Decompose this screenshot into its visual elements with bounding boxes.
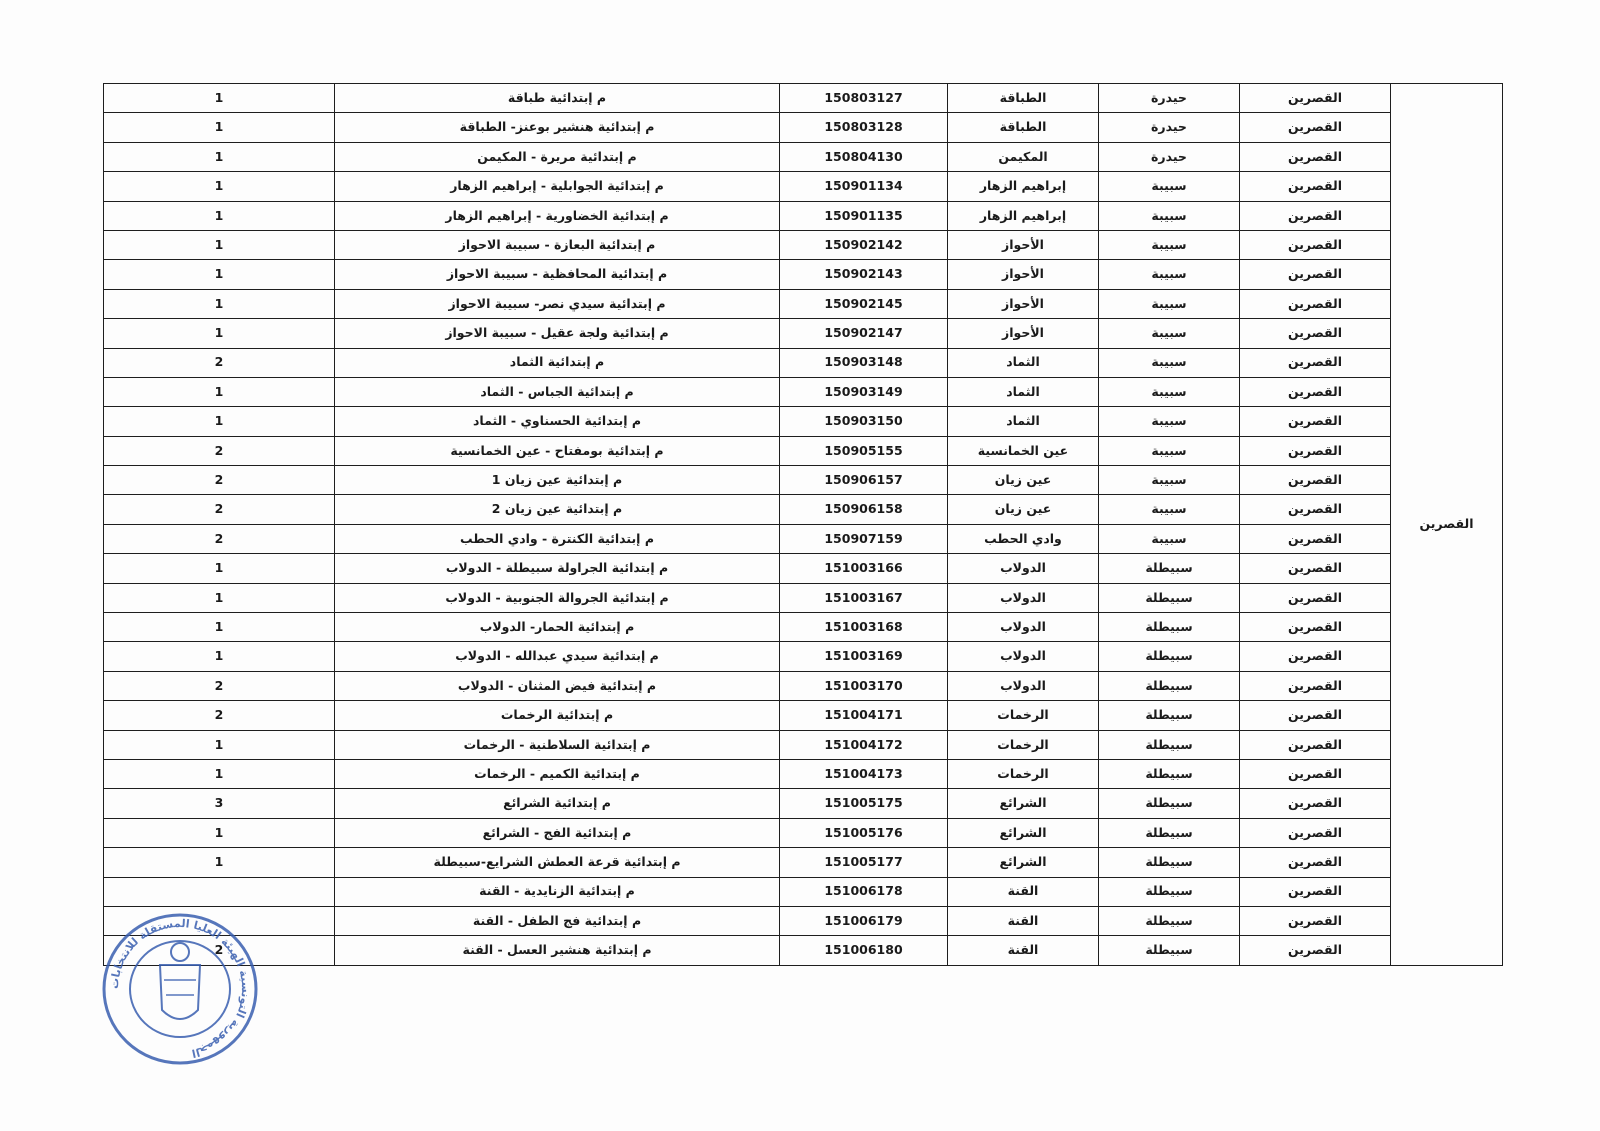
delegation-cell: سبيبة	[1099, 260, 1240, 289]
sector-cell: القنة	[948, 936, 1099, 965]
school-name-cell: م إبتدائية الفج - الشرائع	[335, 818, 780, 847]
table-row	[104, 260, 1503, 289]
delegation-cell: سبيبة	[1099, 436, 1240, 465]
station-code-cell: 151003170	[780, 671, 948, 700]
governorate-cell: القصرين	[1240, 759, 1391, 788]
count-cell: 1	[104, 172, 335, 201]
count-cell: 2	[104, 524, 335, 553]
table-row	[104, 583, 1503, 612]
governorate-cell: القصرين	[1240, 877, 1391, 906]
sector-cell: الدولاب	[948, 554, 1099, 583]
station-code-cell: 150901134	[780, 172, 948, 201]
delegation-cell: سبيبة	[1099, 172, 1240, 201]
governorate-cell: القصرين	[1240, 495, 1391, 524]
station-code-cell: 151005177	[780, 848, 948, 877]
station-code-cell: 151004172	[780, 730, 948, 759]
school-name-cell: م إبتدائية الجروالة الجنوبية - الدولاب	[335, 583, 780, 612]
count-cell: 2	[104, 701, 335, 730]
table-row	[104, 289, 1503, 318]
sector-cell: الدولاب	[948, 642, 1099, 671]
table-row	[104, 348, 1503, 377]
station-code-cell: 150906157	[780, 466, 948, 495]
sector-cell: القنة	[948, 906, 1099, 935]
station-code-cell: 151003169	[780, 642, 948, 671]
count-cell: 2	[104, 936, 335, 965]
delegation-cell: سبيبة	[1099, 524, 1240, 553]
station-code-cell: 151006178	[780, 877, 948, 906]
sector-cell: الأحواز	[948, 230, 1099, 259]
delegation-cell: سبيطلة	[1099, 789, 1240, 818]
governorate-cell: القصرين	[1240, 377, 1391, 406]
delegation-cell: سبيطلة	[1099, 730, 1240, 759]
delegation-cell: سبيبة	[1099, 201, 1240, 230]
count-cell: 1	[104, 201, 335, 230]
count-cell	[104, 877, 335, 906]
school-name-cell: م إبتدائية الزنايدية - القنة	[335, 877, 780, 906]
table-row	[104, 84, 1503, 113]
school-name-cell: م إبتدائية سيدي نصر- سبيبة الاحواز	[335, 289, 780, 318]
table-row	[104, 730, 1503, 759]
school-name-cell: م إبتدائية هنشير بوعنز- الطباقة	[335, 113, 780, 142]
delegation-cell: حيدرة	[1099, 84, 1240, 113]
school-name-cell: م إبتدائية ولجة عقيل - سبيبة الاحواز	[335, 319, 780, 348]
school-name-cell: م إبتدائية طباقة	[335, 84, 780, 113]
station-code-cell: 151005175	[780, 789, 948, 818]
count-cell: 1	[104, 289, 335, 318]
delegation-cell: سبيطلة	[1099, 642, 1240, 671]
governorate-cell: القصرين	[1240, 348, 1391, 377]
delegation-cell: حيدرة	[1099, 142, 1240, 171]
station-code-cell: 150901135	[780, 201, 948, 230]
delegation-cell: سبيبة	[1099, 348, 1240, 377]
sector-cell: الشرائع	[948, 848, 1099, 877]
count-cell: 1	[104, 319, 335, 348]
count-cell: 1	[104, 260, 335, 289]
governorate-cell: القصرين	[1240, 613, 1391, 642]
table-row	[104, 789, 1503, 818]
table-row	[104, 377, 1503, 406]
count-cell: 2	[104, 671, 335, 700]
table-row	[104, 936, 1503, 965]
table-row	[104, 701, 1503, 730]
delegation-cell: سبيطلة	[1099, 848, 1240, 877]
governorate-cell: القصرين	[1240, 289, 1391, 318]
count-cell: 1	[104, 554, 335, 583]
station-code-cell: 150804130	[780, 142, 948, 171]
governorate-cell: القصرين	[1240, 84, 1391, 113]
governorate-cell: القصرين	[1240, 730, 1391, 759]
count-cell: 1	[104, 407, 335, 436]
sector-cell: القنة	[948, 877, 1099, 906]
sector-cell: الطباقة	[948, 84, 1099, 113]
count-cell: 1	[104, 848, 335, 877]
region-cell: القصرين	[1391, 84, 1503, 966]
count-cell: 1	[104, 84, 335, 113]
sector-cell: الدولاب	[948, 583, 1099, 612]
school-name-cell: م إبتدائية بومفتاح - عين الخمانسية	[335, 436, 780, 465]
table-body	[104, 84, 1503, 966]
governorate-cell: القصرين	[1240, 701, 1391, 730]
count-cell: 1	[104, 113, 335, 142]
table-row	[104, 759, 1503, 788]
table-row	[104, 466, 1503, 495]
count-cell: 1	[104, 142, 335, 171]
delegation-cell: سبيطلة	[1099, 936, 1240, 965]
sector-cell: الأحواز	[948, 319, 1099, 348]
station-code-cell: 151004171	[780, 701, 948, 730]
station-code-cell: 150803127	[780, 84, 948, 113]
school-name-cell: م إبتدائية الرخمات	[335, 701, 780, 730]
governorate-cell: القصرين	[1240, 260, 1391, 289]
school-name-cell: م إبتدائية الحمار- الدولاب	[335, 613, 780, 642]
table-row	[104, 613, 1503, 642]
delegation-cell: سبيبة	[1099, 466, 1240, 495]
count-cell: 2	[104, 495, 335, 524]
sector-cell: إبراهيم الزهار	[948, 201, 1099, 230]
polling-stations-table	[103, 83, 1503, 966]
delegation-cell: سبيطلة	[1099, 701, 1240, 730]
count-cell: 1	[104, 759, 335, 788]
table-row	[104, 113, 1503, 142]
school-name-cell: م إبتدائية عين زيان 2	[335, 495, 780, 524]
sector-cell: الرخمات	[948, 701, 1099, 730]
school-name-cell: م إبتدائية عين زيان 1	[335, 466, 780, 495]
table-row	[104, 642, 1503, 671]
station-code-cell: 150903149	[780, 377, 948, 406]
school-name-cell: م إبتدائية هنشير العسل - القنة	[335, 936, 780, 965]
table-row	[104, 407, 1503, 436]
school-name-cell: م إبتدائية الكنترة - وادي الحطب	[335, 524, 780, 553]
count-cell: 1	[104, 642, 335, 671]
count-cell: 2	[104, 348, 335, 377]
governorate-cell: القصرين	[1240, 642, 1391, 671]
sector-cell: الثماد	[948, 377, 1099, 406]
station-code-cell: 150902143	[780, 260, 948, 289]
governorate-cell: القصرين	[1240, 436, 1391, 465]
delegation-cell: سبيطلة	[1099, 906, 1240, 935]
delegation-cell: سبيبة	[1099, 377, 1240, 406]
delegation-cell: سبيبة	[1099, 495, 1240, 524]
governorate-cell: القصرين	[1240, 407, 1391, 436]
school-name-cell: م إبتدائية قرعة العطش الشرايع-سبيطلة	[335, 848, 780, 877]
school-name-cell: م إبتدائية فيض المثنان - الدولاب	[335, 671, 780, 700]
table-row	[104, 495, 1503, 524]
station-code-cell: 151003167	[780, 583, 948, 612]
school-name-cell: م إبتدائية الجراولة سبيطلة - الدولاب	[335, 554, 780, 583]
school-name-cell: م إبتدائية سيدي عبدالله - الدولاب	[335, 642, 780, 671]
governorate-cell: القصرين	[1240, 319, 1391, 348]
station-code-cell: 150905155	[780, 436, 948, 465]
school-name-cell: م إبتدائية المحافظية - سبيبة الاحواز	[335, 260, 780, 289]
school-name-cell: م إبتدائية الشرائع	[335, 789, 780, 818]
sector-cell: الشرائع	[948, 818, 1099, 847]
delegation-cell: سبيطلة	[1099, 818, 1240, 847]
school-name-cell: م إبتدائية البعازة - سبيبة الاحواز	[335, 230, 780, 259]
official-seal-icon	[100, 910, 260, 1068]
station-code-cell: 150902147	[780, 319, 948, 348]
delegation-cell: سبيطلة	[1099, 877, 1240, 906]
delegation-cell: سبيبة	[1099, 407, 1240, 436]
table-row	[104, 436, 1503, 465]
governorate-cell: القصرين	[1240, 201, 1391, 230]
table-row	[104, 230, 1503, 259]
station-code-cell: 151003166	[780, 554, 948, 583]
school-name-cell: م إبتدائية الكميم - الرخمات	[335, 759, 780, 788]
table-row	[104, 142, 1503, 171]
count-cell: 1	[104, 613, 335, 642]
delegation-cell: سبيطلة	[1099, 583, 1240, 612]
table-row	[104, 848, 1503, 877]
count-cell: 2	[104, 436, 335, 465]
governorate-cell: القصرين	[1240, 789, 1391, 818]
school-name-cell: م إبتدائية مريرة - المكيمن	[335, 142, 780, 171]
station-code-cell: 150907159	[780, 524, 948, 553]
sector-cell: الرخمات	[948, 730, 1099, 759]
governorate-cell: القصرين	[1240, 554, 1391, 583]
governorate-cell: القصرين	[1240, 142, 1391, 171]
sector-cell: الدولاب	[948, 613, 1099, 642]
sector-cell: وادي الحطب	[948, 524, 1099, 553]
table-row	[104, 201, 1503, 230]
sector-cell: عين زيان	[948, 495, 1099, 524]
governorate-cell: القصرين	[1240, 524, 1391, 553]
count-cell: 3	[104, 789, 335, 818]
station-code-cell: 151006180	[780, 936, 948, 965]
governorate-cell: القصرين	[1240, 906, 1391, 935]
governorate-cell: القصرين	[1240, 583, 1391, 612]
table-row	[104, 877, 1503, 906]
governorate-cell: القصرين	[1240, 113, 1391, 142]
table-row	[104, 554, 1503, 583]
station-code-cell: 151005176	[780, 818, 948, 847]
sector-cell: الطباقة	[948, 113, 1099, 142]
governorate-cell: القصرين	[1240, 230, 1391, 259]
delegation-cell: سبيبة	[1099, 230, 1240, 259]
count-cell: 1	[104, 230, 335, 259]
table-row	[104, 524, 1503, 553]
table-row	[104, 319, 1503, 348]
governorate-cell: القصرين	[1240, 466, 1391, 495]
count-cell: 1	[104, 730, 335, 759]
sector-cell: الأحواز	[948, 289, 1099, 318]
sector-cell: إبراهيم الزهار	[948, 172, 1099, 201]
station-code-cell: 151004173	[780, 759, 948, 788]
station-code-cell: 150902145	[780, 289, 948, 318]
station-code-cell: 150903148	[780, 348, 948, 377]
count-cell: 2	[104, 466, 335, 495]
sector-cell: الشرائع	[948, 789, 1099, 818]
station-code-cell: 151006179	[780, 906, 948, 935]
sector-cell: الثماد	[948, 407, 1099, 436]
school-name-cell: م إبتدائية الجباس - الثماد	[335, 377, 780, 406]
count-cell: 1	[104, 818, 335, 847]
delegation-cell: سبيطلة	[1099, 613, 1240, 642]
station-code-cell: 151003168	[780, 613, 948, 642]
governorate-cell: القصرين	[1240, 818, 1391, 847]
sector-cell: عين زيان	[948, 466, 1099, 495]
table-row	[104, 172, 1503, 201]
governorate-cell: القصرين	[1240, 936, 1391, 965]
station-code-cell: 150903150	[780, 407, 948, 436]
school-name-cell: م إبتدائية الحسناوي - الثماد	[335, 407, 780, 436]
governorate-cell: القصرين	[1240, 848, 1391, 877]
delegation-cell: سبيطلة	[1099, 759, 1240, 788]
school-name-cell: م إبتدائية الثماد	[335, 348, 780, 377]
station-code-cell: 150803128	[780, 113, 948, 142]
delegation-cell: سبيبة	[1099, 319, 1240, 348]
delegation-cell: حيدرة	[1099, 113, 1240, 142]
sector-cell: المكيمن	[948, 142, 1099, 171]
sector-cell: الدولاب	[948, 671, 1099, 700]
delegation-cell: سبيبة	[1099, 289, 1240, 318]
table-row	[104, 671, 1503, 700]
sector-cell: الرخمات	[948, 759, 1099, 788]
sector-cell: الثماد	[948, 348, 1099, 377]
school-name-cell: م إبتدائية الجوابلية - إبراهيم الزهار	[335, 172, 780, 201]
governorate-cell: القصرين	[1240, 172, 1391, 201]
school-name-cell: م إبتدائية فج الطفل - القنة	[335, 906, 780, 935]
governorate-cell: القصرين	[1240, 671, 1391, 700]
count-cell: 1	[104, 583, 335, 612]
station-code-cell: 150902142	[780, 230, 948, 259]
count-cell: 1	[104, 377, 335, 406]
delegation-cell: سبيطلة	[1099, 671, 1240, 700]
school-name-cell: م إبتدائية الخضاورية - إبراهيم الزهار	[335, 201, 780, 230]
sector-cell: عين الخمانسية	[948, 436, 1099, 465]
table-row	[104, 906, 1503, 935]
table-row	[104, 818, 1503, 847]
seal-text: الجمهورية التونسية الهيئة العليا المستقلة للانتخابات	[107, 916, 253, 1060]
station-code-cell: 150906158	[780, 495, 948, 524]
sector-cell: الأحواز	[948, 260, 1099, 289]
delegation-cell: سبيطلة	[1099, 554, 1240, 583]
school-name-cell: م إبتدائية السلاطنية - الرخمات	[335, 730, 780, 759]
